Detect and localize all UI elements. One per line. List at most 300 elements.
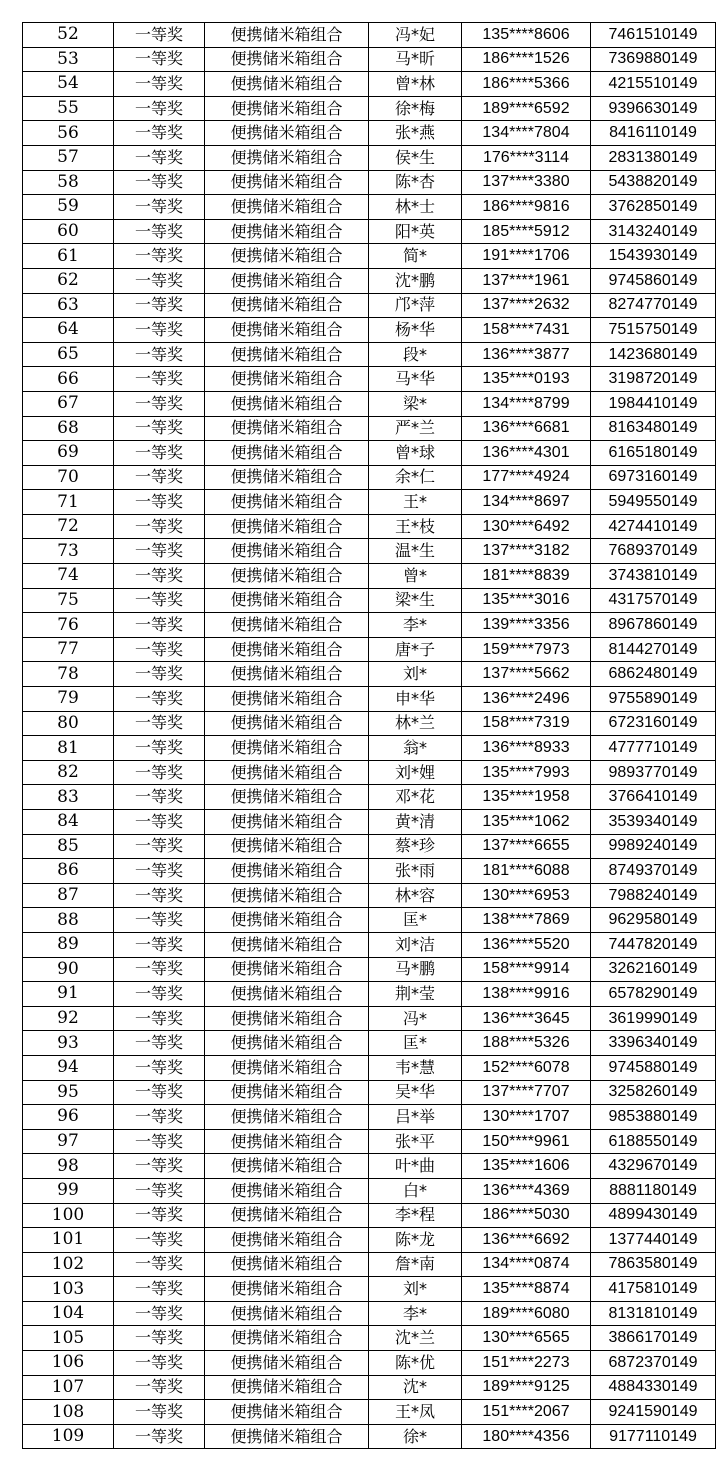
table-row: [23, 687, 716, 712]
winner-phone: 189****6080: [462, 1301, 591, 1326]
prize-item: 便携储米箱组合: [205, 96, 369, 121]
winner-name: 温*生: [369, 539, 462, 564]
prize-level: 一等奖: [114, 121, 205, 146]
winner-phone: 135****1958: [462, 785, 591, 810]
winner-name: 申*华: [369, 687, 462, 712]
winner-code: 3258260149: [591, 1080, 716, 1105]
prize-level: 一等奖: [114, 342, 205, 367]
winner-code: 4329670149: [591, 1154, 716, 1179]
row-number: 93: [23, 1031, 114, 1056]
winner-code: 9745860149: [591, 268, 716, 293]
prize-item: 便携储米箱组合: [205, 268, 369, 293]
winner-name: 简*: [369, 244, 462, 269]
row-number: 76: [23, 613, 114, 638]
table-row: [23, 293, 716, 318]
prize-item: 便携储米箱组合: [205, 465, 369, 490]
table-row: [23, 1006, 716, 1031]
prize-item: 便携储米箱组合: [205, 219, 369, 244]
prize-item: 便携储米箱组合: [205, 736, 369, 761]
prize-item: 便携储米箱组合: [205, 1424, 369, 1449]
prize-level: 一等奖: [114, 1301, 205, 1326]
winner-name: 曾*球: [369, 441, 462, 466]
prize-level: 一等奖: [114, 687, 205, 712]
row-number: 104: [23, 1301, 114, 1326]
winner-code: 6872370149: [591, 1351, 716, 1376]
winner-phone: 181****6088: [462, 859, 591, 884]
winner-code: 6188550149: [591, 1129, 716, 1154]
row-number: 90: [23, 957, 114, 982]
winner-name: 林*士: [369, 195, 462, 220]
winner-name: 杨*华: [369, 318, 462, 343]
row-number: 92: [23, 1006, 114, 1031]
winner-name: 刘*: [369, 662, 462, 687]
prize-level: 一等奖: [114, 219, 205, 244]
winner-phone: 135****1062: [462, 810, 591, 835]
winner-phone: 135****8874: [462, 1277, 591, 1302]
row-number: 68: [23, 416, 114, 441]
winner-phone: 135****0193: [462, 367, 591, 392]
prize-level: 一等奖: [114, 982, 205, 1007]
prize-item: 便携储米箱组合: [205, 342, 369, 367]
prize-item: 便携储米箱组合: [205, 318, 369, 343]
winner-code: 3866170149: [591, 1326, 716, 1351]
prize-item: 便携储米箱组合: [205, 687, 369, 712]
prize-level: 一等奖: [114, 441, 205, 466]
prize-item: 便携储米箱组合: [205, 932, 369, 957]
table-row: [23, 637, 716, 662]
prize-item: 便携储米箱组合: [205, 859, 369, 884]
winner-code: 9177110149: [591, 1424, 716, 1449]
row-number: 78: [23, 662, 114, 687]
table-row: [23, 810, 716, 835]
winner-phone: 188****5326: [462, 1031, 591, 1056]
row-number: 56: [23, 121, 114, 146]
winner-code: 5949550149: [591, 490, 716, 515]
prize-level: 一等奖: [114, 47, 205, 72]
prize-level: 一等奖: [114, 1154, 205, 1179]
winner-phone: 186****9816: [462, 195, 591, 220]
prize-item: 便携储米箱组合: [205, 441, 369, 466]
winner-name: 蔡*珍: [369, 834, 462, 859]
row-number: 57: [23, 145, 114, 170]
winner-phone: 137****7707: [462, 1080, 591, 1105]
winner-phone: 134****8697: [462, 490, 591, 515]
table-row: [23, 662, 716, 687]
winner-phone: 186****1526: [462, 47, 591, 72]
winner-code: 4274410149: [591, 514, 716, 539]
prize-level: 一等奖: [114, 1006, 205, 1031]
prize-item: 便携储米箱组合: [205, 47, 369, 72]
table-row: [23, 1203, 716, 1228]
winner-code: 8144270149: [591, 637, 716, 662]
table-row: [23, 883, 716, 908]
prize-item: 便携储米箱组合: [205, 711, 369, 736]
winner-code: 6723160149: [591, 711, 716, 736]
table-row: [23, 1351, 716, 1376]
prize-level: 一等奖: [114, 1178, 205, 1203]
prize-item: 便携储米箱组合: [205, 1154, 369, 1179]
winner-phone: 136****4301: [462, 441, 591, 466]
winner-name: 余*仁: [369, 465, 462, 490]
prize-level: 一等奖: [114, 711, 205, 736]
row-number: 106: [23, 1351, 114, 1376]
winner-code: 8274770149: [591, 293, 716, 318]
table-row: [23, 1055, 716, 1080]
winner-phone: 134****8799: [462, 391, 591, 416]
prize-item: 便携储米箱组合: [205, 760, 369, 785]
prize-level: 一等奖: [114, 391, 205, 416]
prize-level: 一等奖: [114, 785, 205, 810]
prize-level: 一等奖: [114, 1400, 205, 1425]
table-row: [23, 1277, 716, 1302]
winner-name: 匡*: [369, 908, 462, 933]
winner-code: 7515750149: [591, 318, 716, 343]
prize-level: 一等奖: [114, 1252, 205, 1277]
prize-level: 一等奖: [114, 1055, 205, 1080]
winner-code: 6973160149: [591, 465, 716, 490]
winner-phone: 130****6565: [462, 1326, 591, 1351]
winner-phone: 189****6592: [462, 96, 591, 121]
winners-table-body: [23, 23, 716, 1449]
winner-phone: 137****1961: [462, 268, 591, 293]
prize-level: 一等奖: [114, 1375, 205, 1400]
winner-phone: 176****3114: [462, 145, 591, 170]
prize-level: 一等奖: [114, 367, 205, 392]
table-row: [23, 342, 716, 367]
winner-name: 侯*生: [369, 145, 462, 170]
winner-code: 8416110149: [591, 121, 716, 146]
winner-phone: 136****3645: [462, 1006, 591, 1031]
row-number: 87: [23, 883, 114, 908]
table-row: [23, 982, 716, 1007]
prize-item: 便携储米箱组合: [205, 564, 369, 589]
winner-phone: 158****9914: [462, 957, 591, 982]
winner-phone: 136****2496: [462, 687, 591, 712]
prize-level: 一等奖: [114, 908, 205, 933]
prize-item: 便携储米箱组合: [205, 1105, 369, 1130]
prize-item: 便携储米箱组合: [205, 1375, 369, 1400]
winner-code: 7447820149: [591, 932, 716, 957]
winner-phone: 185****5912: [462, 219, 591, 244]
winner-phone: 136****6681: [462, 416, 591, 441]
row-number: 97: [23, 1129, 114, 1154]
winner-name: 王*枝: [369, 514, 462, 539]
winner-code: 7369880149: [591, 47, 716, 72]
winner-phone: 136****8933: [462, 736, 591, 761]
row-number: 62: [23, 268, 114, 293]
winner-code: 1423680149: [591, 342, 716, 367]
winner-phone: 137****3380: [462, 170, 591, 195]
winner-name: 徐*梅: [369, 96, 462, 121]
table-row: [23, 23, 716, 48]
prize-level: 一等奖: [114, 736, 205, 761]
winner-phone: 137****2632: [462, 293, 591, 318]
row-number: 67: [23, 391, 114, 416]
winner-name: 陈*龙: [369, 1228, 462, 1253]
winner-code: 2831380149: [591, 145, 716, 170]
winner-name: 段*: [369, 342, 462, 367]
prize-level: 一等奖: [114, 145, 205, 170]
prize-level: 一等奖: [114, 859, 205, 884]
row-number: 84: [23, 810, 114, 835]
prize-item: 便携储米箱组合: [205, 1055, 369, 1080]
table-row: [23, 564, 716, 589]
winner-name: 刘*娌: [369, 760, 462, 785]
winner-name: 林*兰: [369, 711, 462, 736]
table-row: [23, 932, 716, 957]
prize-item: 便携储米箱组合: [205, 23, 369, 48]
winner-code: 9989240149: [591, 834, 716, 859]
prize-level: 一等奖: [114, 170, 205, 195]
table-row: [23, 908, 716, 933]
winner-phone: 151****2067: [462, 1400, 591, 1425]
winner-name: 唐*子: [369, 637, 462, 662]
row-number: 108: [23, 1400, 114, 1425]
table-row: [23, 72, 716, 97]
winner-name: 陈*杏: [369, 170, 462, 195]
winner-name: 黄*清: [369, 810, 462, 835]
winner-name: 梁*生: [369, 588, 462, 613]
winner-name: 阳*英: [369, 219, 462, 244]
row-number: 81: [23, 736, 114, 761]
winners-table: [22, 22, 716, 1449]
prize-level: 一等奖: [114, 932, 205, 957]
winner-code: 4884330149: [591, 1375, 716, 1400]
winner-code: 6165180149: [591, 441, 716, 466]
winner-name: 梁*: [369, 391, 462, 416]
prize-item: 便携储米箱组合: [205, 1351, 369, 1376]
table-row: [23, 47, 716, 72]
winner-phone: 134****7804: [462, 121, 591, 146]
table-row: [23, 170, 716, 195]
winner-phone: 177****4924: [462, 465, 591, 490]
prize-item: 便携储米箱组合: [205, 1228, 369, 1253]
prize-level: 一等奖: [114, 662, 205, 687]
row-number: 85: [23, 834, 114, 859]
winner-code: 9853880149: [591, 1105, 716, 1130]
row-number: 70: [23, 465, 114, 490]
winner-code: 4777710149: [591, 736, 716, 761]
row-number: 55: [23, 96, 114, 121]
prize-level: 一等奖: [114, 416, 205, 441]
winner-name: 李*程: [369, 1203, 462, 1228]
prize-item: 便携储米箱组合: [205, 145, 369, 170]
row-number: 107: [23, 1375, 114, 1400]
table-row: [23, 1326, 716, 1351]
table-row: [23, 1080, 716, 1105]
prize-item: 便携储米箱组合: [205, 391, 369, 416]
winner-name: 邓*花: [369, 785, 462, 810]
row-number: 53: [23, 47, 114, 72]
prize-item: 便携储米箱组合: [205, 785, 369, 810]
prize-item: 便携储米箱组合: [205, 908, 369, 933]
table-row: [23, 1301, 716, 1326]
prize-level: 一等奖: [114, 1203, 205, 1228]
row-number: 109: [23, 1424, 114, 1449]
winner-code: 1984410149: [591, 391, 716, 416]
winner-phone: 189****9125: [462, 1375, 591, 1400]
prize-level: 一等奖: [114, 465, 205, 490]
winner-code: 1543930149: [591, 244, 716, 269]
prize-level: 一等奖: [114, 1424, 205, 1449]
prize-level: 一等奖: [114, 1351, 205, 1376]
row-number: 74: [23, 564, 114, 589]
winner-name: 陈*优: [369, 1351, 462, 1376]
winner-code: 3396340149: [591, 1031, 716, 1056]
prize-item: 便携储米箱组合: [205, 293, 369, 318]
winner-code: 9755890149: [591, 687, 716, 712]
table-row: [23, 121, 716, 146]
row-number: 61: [23, 244, 114, 269]
prize-item: 便携储米箱组合: [205, 613, 369, 638]
winner-name: 匡*: [369, 1031, 462, 1056]
prize-level: 一等奖: [114, 613, 205, 638]
winner-name: 张*平: [369, 1129, 462, 1154]
table-row: [23, 1252, 716, 1277]
winner-name: 李*: [369, 1301, 462, 1326]
winner-name: 曾*林: [369, 72, 462, 97]
winner-phone: 150****9961: [462, 1129, 591, 1154]
table-row: [23, 490, 716, 515]
row-number: 88: [23, 908, 114, 933]
winner-phone: 152****6078: [462, 1055, 591, 1080]
winner-name: 叶*曲: [369, 1154, 462, 1179]
table-row: [23, 416, 716, 441]
prize-item: 便携储米箱组合: [205, 490, 369, 515]
winner-name: 张*雨: [369, 859, 462, 884]
winner-phone: 186****5030: [462, 1203, 591, 1228]
prize-item: 便携储米箱组合: [205, 195, 369, 220]
prize-level: 一等奖: [114, 244, 205, 269]
prize-level: 一等奖: [114, 1228, 205, 1253]
table-row: [23, 711, 716, 736]
row-number: 54: [23, 72, 114, 97]
winner-phone: 181****8839: [462, 564, 591, 589]
row-number: 98: [23, 1154, 114, 1179]
winner-phone: 186****5366: [462, 72, 591, 97]
winner-phone: 135****7993: [462, 760, 591, 785]
table-row: [23, 785, 716, 810]
winner-phone: 138****9916: [462, 982, 591, 1007]
winner-phone: 136****4369: [462, 1178, 591, 1203]
table-row: [23, 145, 716, 170]
table-row: [23, 1400, 716, 1425]
prize-level: 一等奖: [114, 564, 205, 589]
row-number: 82: [23, 760, 114, 785]
prize-level: 一等奖: [114, 1105, 205, 1130]
winner-code: 4175810149: [591, 1277, 716, 1302]
prize-item: 便携储米箱组合: [205, 588, 369, 613]
winner-code: 7988240149: [591, 883, 716, 908]
prize-item: 便携储米箱组合: [205, 244, 369, 269]
prize-level: 一等奖: [114, 1031, 205, 1056]
winner-code: 4215510149: [591, 72, 716, 97]
table-row: [23, 96, 716, 121]
row-number: 65: [23, 342, 114, 367]
winner-phone: 137****5662: [462, 662, 591, 687]
winner-phone: 159****7973: [462, 637, 591, 662]
row-number: 105: [23, 1326, 114, 1351]
table-row: [23, 1178, 716, 1203]
winner-code: 7689370149: [591, 539, 716, 564]
winner-name: 王*: [369, 490, 462, 515]
row-number: 102: [23, 1252, 114, 1277]
winner-name: 翁*: [369, 736, 462, 761]
row-number: 86: [23, 859, 114, 884]
winner-code: 3539340149: [591, 810, 716, 835]
prize-item: 便携储米箱组合: [205, 1326, 369, 1351]
row-number: 100: [23, 1203, 114, 1228]
prize-item: 便携储米箱组合: [205, 662, 369, 687]
winner-code: 7863580149: [591, 1252, 716, 1277]
table-row: [23, 859, 716, 884]
row-number: 59: [23, 195, 114, 220]
table-row: [23, 1105, 716, 1130]
winner-name: 荆*莹: [369, 982, 462, 1007]
prize-item: 便携储米箱组合: [205, 72, 369, 97]
winner-code: 3198720149: [591, 367, 716, 392]
winner-code: 3262160149: [591, 957, 716, 982]
table-row: [23, 760, 716, 785]
table-row: [23, 1424, 716, 1449]
row-number: 66: [23, 367, 114, 392]
winner-name: 严*兰: [369, 416, 462, 441]
winner-code: 3143240149: [591, 219, 716, 244]
prize-item: 便携储米箱组合: [205, 1301, 369, 1326]
winner-phone: 130****1707: [462, 1105, 591, 1130]
table-row: [23, 268, 716, 293]
table-row: [23, 318, 716, 343]
prize-item: 便携储米箱组合: [205, 1252, 369, 1277]
table-row: [23, 367, 716, 392]
winner-code: 9893770149: [591, 760, 716, 785]
table-row: [23, 1228, 716, 1253]
winner-name: 张*燕: [369, 121, 462, 146]
row-number: 58: [23, 170, 114, 195]
prize-item: 便携储米箱组合: [205, 982, 369, 1007]
prize-level: 一等奖: [114, 539, 205, 564]
winner-phone: 135****3016: [462, 588, 591, 613]
winner-code: 1377440149: [591, 1228, 716, 1253]
prize-item: 便携储米箱组合: [205, 1400, 369, 1425]
table-row: [23, 613, 716, 638]
row-number: 95: [23, 1080, 114, 1105]
prize-level: 一等奖: [114, 957, 205, 982]
prize-item: 便携储米箱组合: [205, 1277, 369, 1302]
winner-name: 沈*: [369, 1375, 462, 1400]
row-number: 79: [23, 687, 114, 712]
prize-level: 一等奖: [114, 1080, 205, 1105]
prize-item: 便携储米箱组合: [205, 514, 369, 539]
row-number: 72: [23, 514, 114, 539]
winner-phone: 139****3356: [462, 613, 591, 638]
winner-phone: 135****8606: [462, 23, 591, 48]
winner-phone: 191****1706: [462, 244, 591, 269]
winner-code: 3743810149: [591, 564, 716, 589]
winner-phone: 158****7319: [462, 711, 591, 736]
prize-level: 一等奖: [114, 293, 205, 318]
winner-name: 韦*慧: [369, 1055, 462, 1080]
table-row: [23, 957, 716, 982]
prize-item: 便携储米箱组合: [205, 1031, 369, 1056]
table-row: [23, 834, 716, 859]
prize-level: 一等奖: [114, 23, 205, 48]
winner-code: 9629580149: [591, 908, 716, 933]
winner-code: 5438820149: [591, 170, 716, 195]
prize-item: 便携储米箱组合: [205, 957, 369, 982]
winner-phone: 130****6953: [462, 883, 591, 908]
winner-code: 8163480149: [591, 416, 716, 441]
